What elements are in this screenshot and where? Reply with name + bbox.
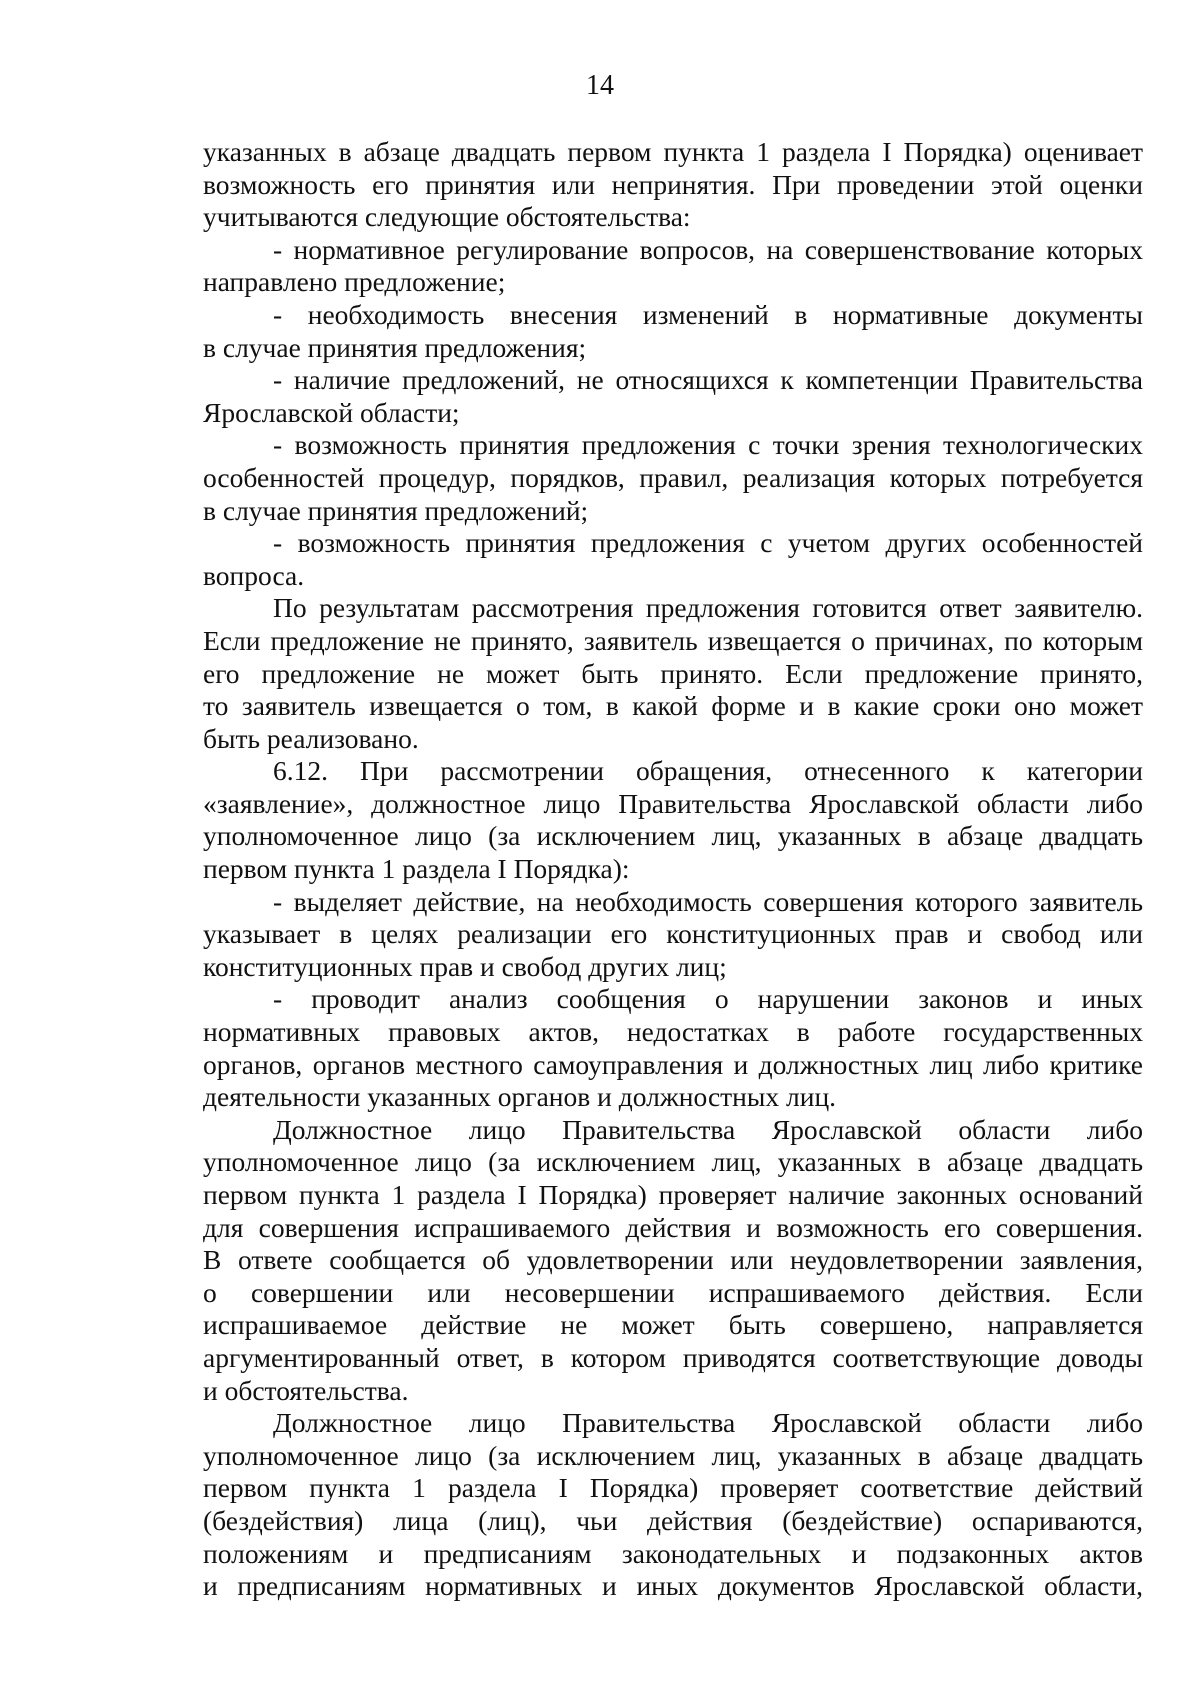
text-line: в случае принятия предложения; xyxy=(203,331,587,363)
text-line: - возможность принятия предложения с учетом других особенностей xyxy=(273,527,1143,559)
text-line: его предложение не может быть принято. Если предложение принято, xyxy=(203,657,1143,689)
text-line: указанных в абзаце двадцать первом пункта 1 раздела I Порядка) оценивает xyxy=(203,136,1143,167)
text-line: «заявление», должностное лицо Правительства Ярославской области либо xyxy=(203,787,1143,819)
text-line: испрашиваемое действие не может быть совершено, направляется xyxy=(203,1309,1143,1341)
text-line: - проводит анализ сообщения о нарушении законов и иных xyxy=(273,983,1143,1015)
text-line: уполномоченное лицо (за исключением лиц, указанных в абзаце двадцать xyxy=(203,1439,1143,1471)
text-line: органов, органов местного самоуправления и должностных лиц либо критике xyxy=(203,1048,1143,1080)
text-line: В ответе сообщается об удовлетворении или неудовлетворении заявления, xyxy=(203,1244,1143,1276)
text-line: о совершении или несовершении испрашиваемого действия. Если xyxy=(203,1276,1143,1308)
text-line: Если предложение не принято, заявитель извещается о причинах, по которым xyxy=(203,624,1143,656)
page-number: 14 xyxy=(586,70,614,101)
document-body xyxy=(203,136,1143,1603)
text-line: в случае принятия предложений; xyxy=(203,494,589,526)
text-line: первом пункта 1 раздела I Порядка): xyxy=(203,853,630,885)
text-line: то заявитель извещается о том, в какой форме и в какие сроки оно может xyxy=(203,690,1143,722)
text-line: По результатам рассмотрения предложения готовится ответ заявителю. xyxy=(273,592,1143,624)
text-line: Ярославской области; xyxy=(203,396,460,428)
text-line: вопроса. xyxy=(203,559,305,591)
text-line: - необходимость внесения изменений в нормативные документы xyxy=(273,298,1143,330)
text-line: и предписаниям нормативных и иных документов Ярославской области, xyxy=(203,1570,1143,1602)
text-line: - выделяет действие, на необходимость совершения которого заявитель xyxy=(273,885,1143,917)
text-line: быть реализовано. xyxy=(203,722,419,754)
text-line: нормативных правовых актов, недостатках в работе государственных xyxy=(203,1016,1143,1048)
text-line: учитываются следующие обстоятельства: xyxy=(203,201,691,233)
text-line: возможность его принятия или непринятия. При проведении этой оценки xyxy=(203,168,1143,200)
text-line: аргументированный ответ, в котором приводятся соответствующие доводы xyxy=(203,1341,1143,1373)
text-line: положениям и предписаниям законодательных и подзаконных актов xyxy=(203,1537,1143,1569)
text-line: уполномоченное лицо (за исключением лиц, указанных в абзаце двадцать xyxy=(203,1146,1143,1178)
text-line: и обстоятельства. xyxy=(203,1374,409,1406)
text-line: конституционных прав и свобод других лиц; xyxy=(203,950,727,982)
text-line: особенностей процедур, порядков, правил, реализация которых потребуется xyxy=(203,461,1143,493)
text-line: указывает в целях реализации его конституционных прав и свобод или xyxy=(203,918,1143,950)
text-line: деятельности указанных органов и должностных лиц. xyxy=(203,1081,837,1113)
text-line: 6.12. При рассмотрении обращения, отнесенного к категории xyxy=(273,755,1143,787)
text-line: (бездействия) лица (лиц), чьи действия (бездействие) оспариваются, xyxy=(203,1504,1143,1536)
text-line: для совершения испрашиваемого действия и возможность его совершения. xyxy=(203,1211,1143,1243)
text-line: - наличие предложений, не относящихся к компетенции Правительства xyxy=(273,364,1143,396)
text-line: Должностное лицо Правительства Ярославской области либо xyxy=(273,1113,1143,1145)
text-line: первом пункта 1 раздела I Порядка) проверяет наличие законных оснований xyxy=(203,1179,1143,1210)
text-line: - нормативное регулирование вопросов, на совершенствование которых xyxy=(273,233,1143,265)
text-line: Должностное лицо Правительства Ярославской области либо xyxy=(273,1407,1143,1439)
text-line: направлено предложение; xyxy=(203,266,506,298)
text-line: уполномоченное лицо (за исключением лиц, указанных в абзаце двадцать xyxy=(203,820,1143,852)
text-line: - возможность принятия предложения с точки зрения технологических xyxy=(273,429,1143,461)
text-line: первом пункта 1 раздела I Порядка) проверяет соответствие действий xyxy=(203,1472,1143,1504)
